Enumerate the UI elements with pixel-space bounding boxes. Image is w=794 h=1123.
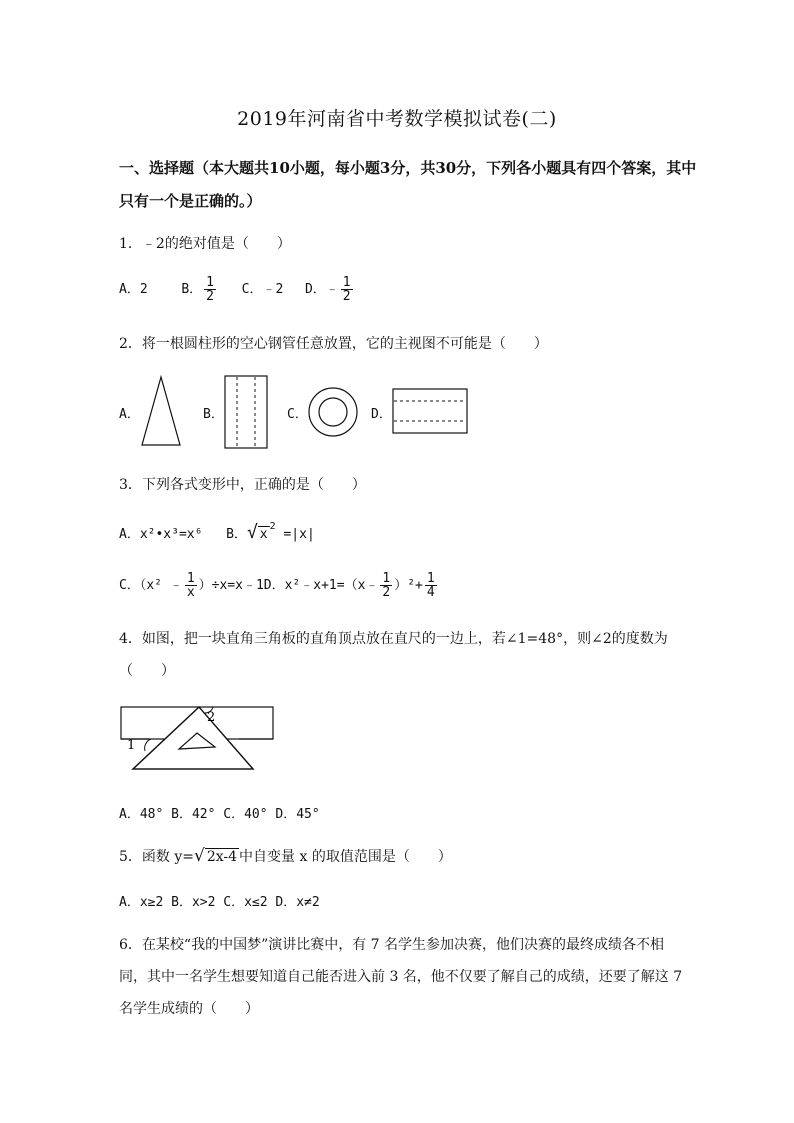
question-6-line1: 6．在某校“我的中国梦”演讲比赛中，有 7 名学生参加决赛，他们决赛的最终成绩各不相 <box>119 937 665 953</box>
angle-2-label: 2 <box>207 710 216 725</box>
section-heading-line2: 只有一个是正确的。） <box>119 192 262 210</box>
fraction: $\frac{1}{2}$ <box>382 571 391 600</box>
choice-d: D．﹣ <box>304 282 339 297</box>
question-5-choices: A．x≥2 B．x>2 C．x≤2 D．x≠2 <box>119 895 320 910</box>
sqrt-expression: √ 2x-4 <box>194 846 238 866</box>
question-1-choices <box>119 276 355 303</box>
question-2-stem: 2．将一根圆柱形的空心钢管任意放置，它的主视图不可能是（ ） <box>119 336 548 352</box>
choice-d-label: D． <box>371 407 392 422</box>
page-title: 2019年河南省中考数学模拟试卷(二) <box>237 108 557 130</box>
choice-a-label: A． <box>119 407 140 422</box>
concentric-circles-figure <box>307 386 359 438</box>
fraction: $\frac{1}{2}$ <box>342 275 351 304</box>
choice-a: A．2 <box>119 282 148 297</box>
question-4-choices: A．48° B．42° C．40° D．45° <box>119 807 320 822</box>
fraction: $\frac{1}{4}$ <box>426 571 435 600</box>
choice-b-label: B． <box>203 407 224 422</box>
question-1-stem: 1．﹣2的绝对值是（ ） <box>119 236 291 252</box>
section-heading-line1: 一、选择题（本大题共10小题，每小题3分，共30分，下列各小题具有四个答案，其中 <box>119 159 697 177</box>
choice-b: B． <box>226 527 247 542</box>
choice-c-label: C． <box>287 407 308 422</box>
choice-c: C．﹣2 <box>241 282 284 297</box>
choice-a: A．x²•x³=x⁶ <box>119 527 203 542</box>
question-3-stem: 3．下列各式变形中，正确的是（ ） <box>119 477 366 493</box>
question-5-stem: 5．函数 y=√ 2x-4 中自变量 x 的取值范围是（ ） <box>119 846 452 866</box>
question-4-stem-line1: 4．如图，把一块直角三角板的直角顶点放在直尺的一边上，若∠1=48°，则∠2的度数为 <box>119 631 668 647</box>
fraction: $\frac{1}{x}$ <box>186 571 195 600</box>
question-6-line3: 名学生成绩的（ ） <box>119 1001 259 1017</box>
rectangle-horizontal-dashed-figure <box>392 388 468 434</box>
ruler-triangle-figure <box>119 705 275 771</box>
triangle-figure <box>140 375 182 447</box>
choice-b: B． <box>181 282 203 297</box>
question-3-ab: A．x²•x³=x⁶ B．√ $x^2 =|x|$ <box>119 520 315 543</box>
fraction: $\frac{1}{2}$ <box>206 275 214 304</box>
question-4-stem-line2: （ ） <box>119 663 175 679</box>
rectangle-vertical-dashed-figure <box>224 375 269 449</box>
sqrt-expression: √ $x^2$ <box>246 520 276 543</box>
question-6-line2: 同，其中一名学生想要知道自己能否进入前 3 名，他不仅要了解自己的成绩，还要了解这 7 <box>119 969 683 985</box>
question-3-cd: C．（x² ﹣ $\frac{1}{x}$ ）÷x=x﹣1D．x²﹣x+1=（x﹣ $\frac{1}{2}$ ）²+ $\frac{1}{4}$ <box>119 571 435 600</box>
angle-1-label: 1 <box>127 738 136 753</box>
